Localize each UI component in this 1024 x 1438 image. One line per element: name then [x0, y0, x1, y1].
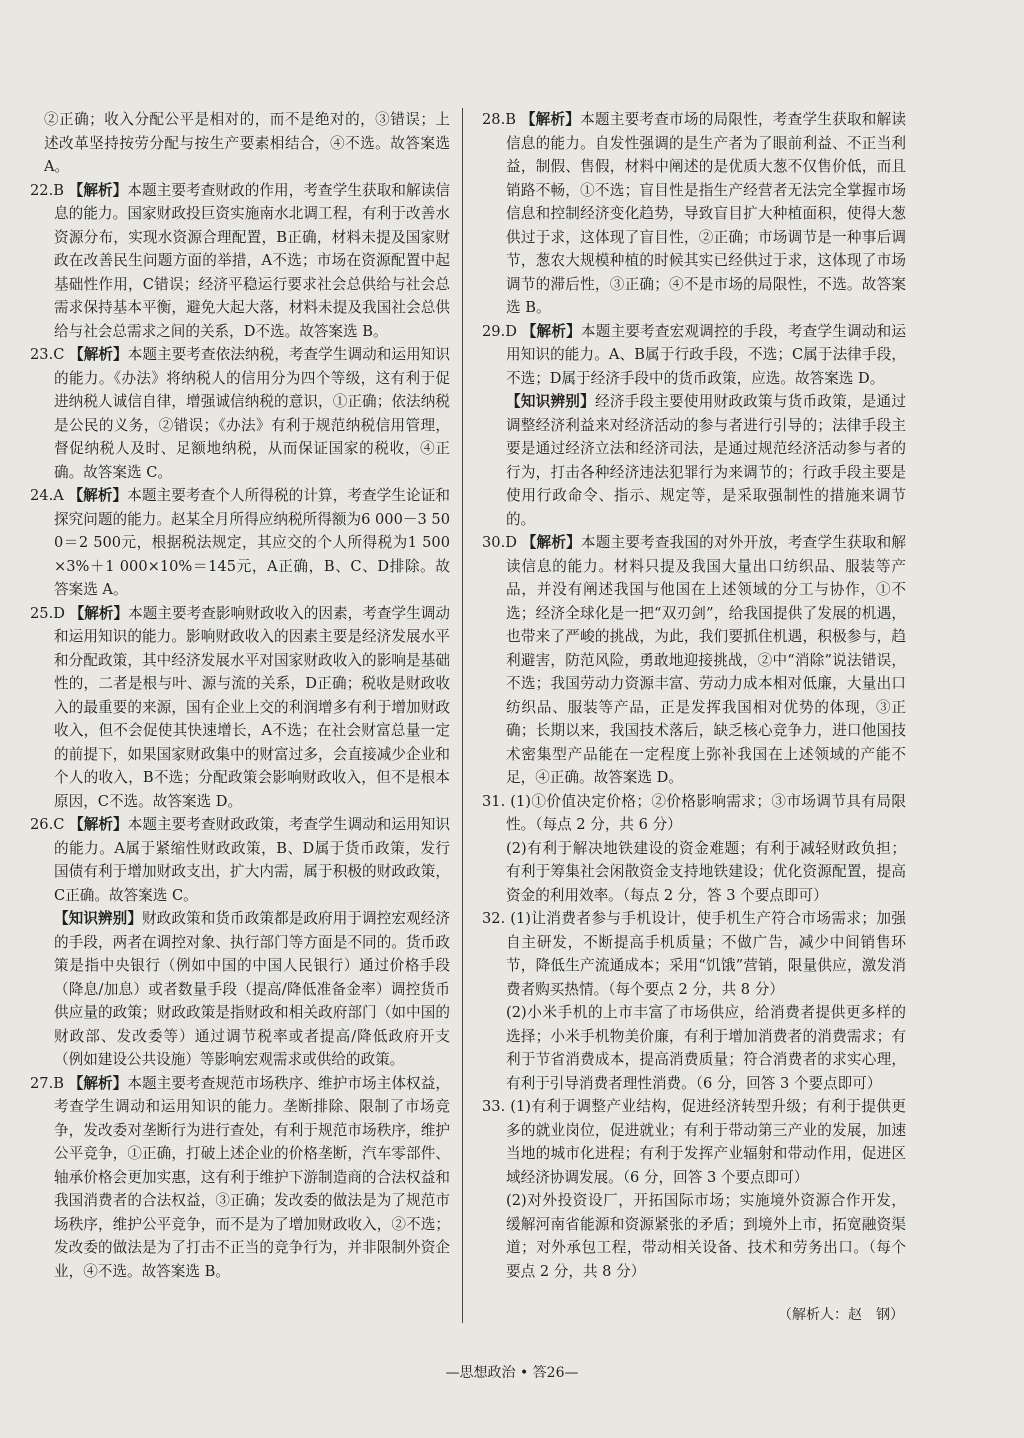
section-tag: 【解析】	[68, 487, 128, 504]
answer-text: 本题主要考查个人所得税的计算，考查学生论证和探究问题的能力。赵某全月所得应纳税所得额为6 000－3 500＝2 500元，根据税法规定，其应交的个人所得税为1 500×3%＋1 000×10%＝145元，A正确，B、C、D排除。故答案选 A。	[54, 487, 450, 598]
answer-text: 经济手段主要使用财政政策与货币政策，是通过调整经济利益来对经济活动的参与者进行引导的；法律手段主要是通过经济立法和经济司法，是通过规范经济活动参与者的行为，打击各种经济违法犯罪行为来调节的；行政手段主要是使用行政命令、指示、规定等，是采取强制性的措施来调节的。	[506, 393, 906, 528]
answer-text: (1)有利于调整产业结构，促进经济转型升级；有利于提供更多的就业岗位，促进就业；有利于带动第三产业的发展，加速当地的城市化进程；有利于发挥产业辐射和带动作用，促进区域经济协调发展。（6 分，回答 3 个要点即可）	[506, 1098, 907, 1186]
answer-text: (2)有利于解决地铁建设的资金难题；有利于减轻财政负担；有利于筹集社会闲散资金支持地铁建设；优化资源配置，提高资金的利用效率。（每点 2 分，答 3 个要点即可）	[506, 839, 906, 904]
question-number: 22.B	[30, 181, 64, 199]
answer-q25	[30, 602, 450, 814]
answer-text: 本题主要考查财政政策，考查学生调动和运用知识的能力。A属于紧缩性财政政策，B、D属于货币政策，发行国债有利于增加财政支出，扩大内需，属于积极的财政政策，C正确。故答案选 C。	[54, 816, 450, 904]
answer-text: 财政政策和货币政策都是政府用于调控宏观经济的手段，两者在调控对象、执行部门等方面是不同的。货币政策是指中央银行（例如中国的中国人民银行）通过价格手段（降息/加息）或者数量手段（提高/降低准备金率）调控货币供应量的政策；财政政策是指财政和相关政府部门（如中国的财政部、发改委等）通过调节税率或者提高/降低政府开支（例如建设公共设施）等影响宏观需求或供给的政策。	[54, 910, 450, 1068]
answer-q29k	[482, 390, 906, 531]
section-tag: 【解析】	[521, 322, 581, 340]
answer-q30	[482, 531, 906, 790]
question-number: 32.	[482, 910, 506, 927]
question-number: 26.C	[30, 816, 65, 833]
answer-text: (1)①价值决定价格；②价格影响需求；③市场调节具有局限性。（每点 2 分，共 6 分）	[506, 792, 907, 833]
question-number: 27.B	[30, 1074, 64, 1092]
answer-text: 本题主要考查依法纳税，考查学生调动和运用知识的能力。《办法》将纳税人的信用分为四个等级，这有利于促进纳税人诚信自律，增强诚信纳税的意识，①正确；依法纳税是公民的义务，②错误；《办法》有利于规范纳税信用管理，督促纳税人及时、足额地纳税，从而保证国家的税收，④正确。故答案选 C。	[54, 346, 450, 481]
answer-q31a	[482, 790, 906, 837]
answer-q32b	[482, 1001, 906, 1095]
question-number: 24.A	[30, 487, 64, 504]
answer-text: 本题主要考查规范市场秩序、维护市场主体权益，考查学生调动和运用知识的能力。垄断排除、限制了市场竞争，发改委对垄断行为进行查处，有利于规范市场秩序，维护公平竞争，①正确，打破上述企业的价格垄断，汽车零部件、轴承价格会更加实惠，这有利于维护下游制造商的合法权益和我国消费者的合法权益，③正确；发改委的做法是为了规范市场秩序，维护公平竞争，而不是为了增加财政收入，②不选；发改委的做法是为了打击不正当的竞争行为，并非限制外资企业，④不选。故答案选 B。	[54, 1074, 450, 1280]
answer-text: 本题主要考查宏观调控的手段，考查学生调动和运用知识的能力。A、B属于行政手段，不选；C属于法律手段，不选；D属于经济手段中的货币政策，应选。故答案选 D。	[506, 322, 906, 387]
section-tag: 【解析】	[521, 534, 581, 551]
answer-text: 本题主要考查财政的作用，考查学生获取和解读信息的能力。国家财政投巨资实施南水北调工程，有利于改善水资源分布，实现水资源合理配置，B正确，材料未提及国家财政在改善民生问题方面的举措，A不选；市场在资源配置中起基础性作用，C错误；经济平稳运行要求社会总供给与社会总需求保持基本平衡，避免大起大落，材料未提及我国社会总供给与社会总需求之间的关系，D不选。故答案选 B。	[54, 181, 450, 340]
answer-q24	[30, 484, 450, 602]
section-tag: 【解析】	[69, 346, 128, 363]
analyst-signature: （解析人：赵 钢）	[778, 1307, 904, 1323]
answer-q32a	[482, 907, 906, 1001]
section-tag: 【解析】	[69, 604, 129, 622]
answer-text: ②正确；收入分配公平是相对的，而不是绝对的，③错误；上述改革坚持按劳分配与按生产要素相结合，④不选。故答案选 A。	[44, 111, 450, 175]
answer-q23	[30, 343, 450, 484]
answer-text: (2)小米手机的上市丰富了市场供应，给消费者提供更多样的选择；小米手机物美价廉，有利于增加消费者的消费需求；有利于节省消费成本，提高消费质量；符合消费者的求实心理，有利于引导消费者理性消费。（6 分，回答 3 个要点即可）	[506, 1004, 906, 1092]
answer-q29	[482, 320, 906, 391]
answer-text: 本题主要考查我国的对外开放，考查学生获取和解读信息的能力。材料只提及我国大量出口纺织品、服装等产品，并没有阐述我国与他国在上述领域的分工与协作，①不选；经济全球化是一把“双刃剑”，给我国提供了发展的机遇，也带来了严峻的挑战，为此，我们要抓住机遇，积极参与，趋利避害，防范风险，勇敢地迎接挑战，②中“消除”说法错误，不选；我国劳动力资源丰富、劳动力成本相对低廉，大量出口纺织品、服装等产品，正是发挥我国相对优势的体现，③正确；长期以来，我国技术落后，缺乏核心竞争力，进口他国技术密集型产品能在一定程度上弥补我国在上述领域的产能不足，④正确。故答案选 D。	[506, 534, 906, 786]
question-number: 30.D	[482, 534, 517, 551]
section-tag: 【解析】	[69, 816, 128, 833]
left-column	[30, 108, 450, 1283]
section-tag: 【解析】	[68, 1074, 128, 1092]
section-tag: 【解析】	[520, 111, 581, 128]
question-number: 31.	[482, 792, 506, 810]
question-number: 29.D	[482, 322, 517, 340]
section-tag: 【知识辨别】	[506, 393, 595, 410]
answer-text: 本题主要考查市场的局限性，考查学生获取和解读信息的能力。自发性强调的是生产者为了眼前利益、不正当利益，制假、售假，材料中阐述的是优质大葱不仅售价低，而且销路不畅，①不选；盲目性是指生产经营者无法完全掌握市场信息和控制经济变化趋势，导致盲目扩大种植面积，使得大葱供过于求，这体现了盲目性，②正确；市场调节是一种事后调节，葱农大规模种植的时候其实已经供过于求，这体现了市场调节的滞后性，③正确；④不是市场的局限性，不选。故答案选 B。	[506, 111, 906, 316]
question-number: 25.D	[30, 604, 65, 622]
question-number: 33.	[482, 1098, 506, 1115]
answer-q26k	[30, 907, 450, 1072]
answer-q27	[30, 1072, 450, 1284]
answer-q26	[30, 813, 450, 907]
question-number: 23.C	[30, 346, 65, 363]
page-footer: —思想政治 • 答26—	[445, 1365, 579, 1381]
answer-q31b	[482, 837, 906, 908]
answer-q33b	[482, 1189, 906, 1283]
answer-q33a	[482, 1095, 906, 1189]
section-tag: 【知识辨别】	[54, 910, 143, 927]
right-column	[482, 108, 906, 1283]
section-tag: 【解析】	[68, 181, 128, 199]
answer-text: (2)对外投资设厂，开拓国际市场；实施境外资源合作开发，缓解河南省能源和资源紧张的矛盾；到境外上市，拓宽融资渠道；对外承包工程，带动相关设备、技术和劳务出口。（每个要点 2 分，共 8 分）	[506, 1192, 906, 1280]
answer-text: 本题主要考查影响财政收入的因素，考查学生调动和运用知识的能力。影响财政收入的因素主要是经济发展水平和分配政策，其中经济发展水平对国家财政收入的影响是基础性的，二者是根与叶、源与流的关系，D正确；税收是财政收入的最重要的来源，国有企业上交的利润增多有利于增加财政收入，但不会促使其快速增长，A不选；在社会财富总量一定的前提下，如果国家财政集中的财富过多，会直接减少企业和个人的收入，B不选；分配政策会影响财政收入，但不是根本原因，C不选。故答案选 D。	[54, 604, 450, 810]
question-number: 28.B	[482, 111, 516, 128]
answer-text: (1)让消费者参与手机设计，使手机生产符合市场需求；加强自主研发，不断提高手机质量；不做广告，减少中间销售环节，降低生产流通成本；采用“饥饿”营销，限量供应，激发消费者购买热情。（每个要点 2 分，共 8 分）	[506, 910, 907, 998]
answer-cont21	[30, 108, 450, 179]
answer-q22	[30, 179, 450, 344]
answer-q28	[482, 108, 906, 320]
column-divider	[462, 108, 463, 1323]
